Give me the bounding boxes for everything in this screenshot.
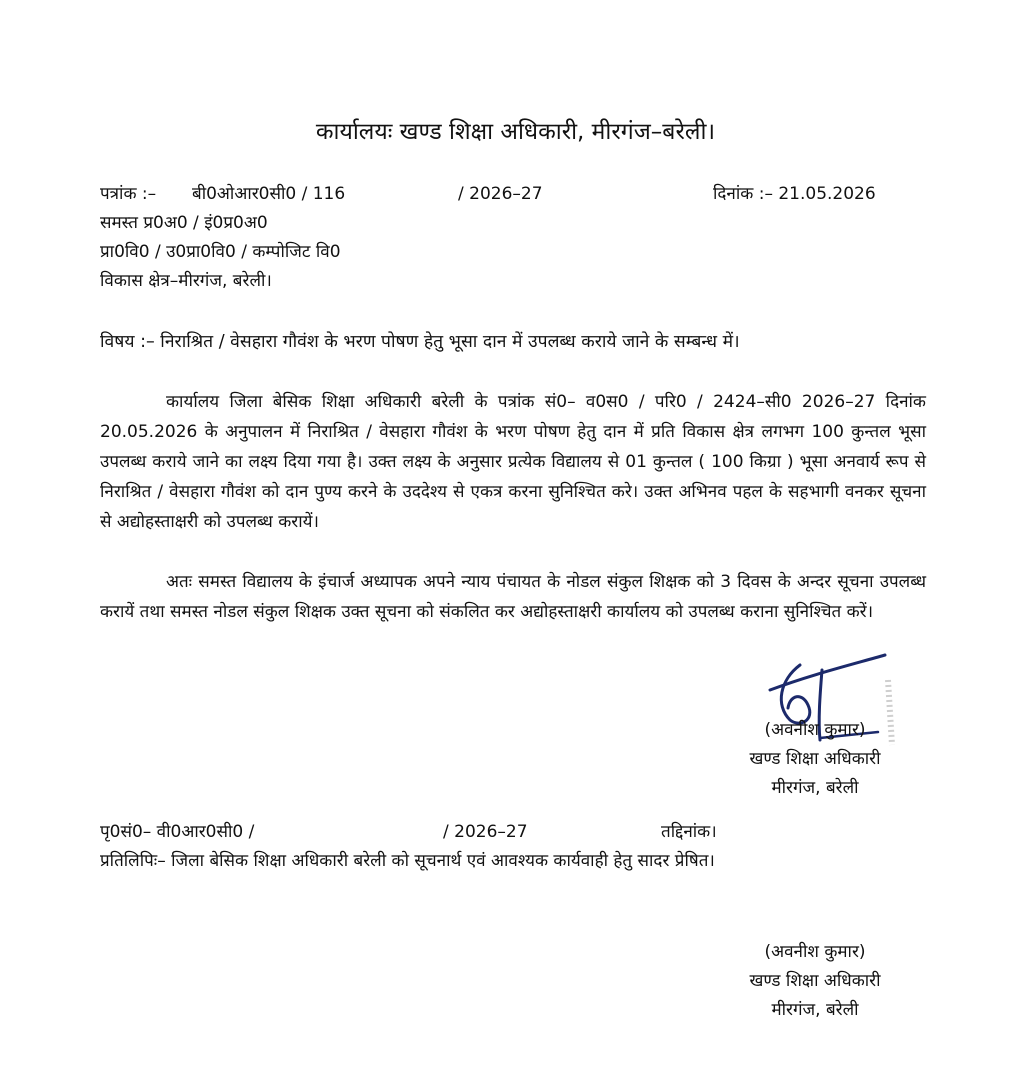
- copy-date: तद्दिनांक।: [661, 822, 717, 842]
- signatory-block-2: [705, 938, 925, 1025]
- letter-date: दिनांक :– 21.05.2026: [713, 184, 876, 204]
- signatory-2-place: मीरगंज, बरेली: [771, 1000, 859, 1020]
- copy-number: पृ0सं0– वी0आर0सी0 /: [100, 822, 255, 842]
- office-title: कार्यालयः खण्ड शिक्षा अधिकारी, मीरगंज–बरेली।: [315, 119, 716, 145]
- signatory-place: मीरगंज, बरेली: [771, 778, 859, 798]
- signatory-block: [705, 716, 925, 803]
- body-paragraph-1: कार्यालय जिला बेसिक शिक्षा अधिकारी बरेली के पत्रांक सं0– व0स0 / परि0 / 2424–सी0 2026–27 दिनांक 20.05.2026 के अनुपालन में निराश्रित / वेसहारा गौवंश के भरण पोषण हेतु दान में प्रति विकास क्षेत्र लगभग 100 कुन्तल भूसा उपलब्ध कराये जाने का लक्ष्य दिया गया है। उक्त लक्ष्य के अनुसार प्रत्येक विद्यालय से 01 कुन्तल ( 100 किग्रा ) भूसा अनवार्य रूप से निराश्रित / वेसहारा गौवंश को दान पुण्य करने के उददेश्य से एकत्र करना सुनिश्चित करे। उक्त अभिनव पहल के सहभागी वनकर सूचना से अद्योहस्ताक्षरी को उपलब्ध करायें।: [100, 392, 926, 532]
- recipient-line-1: समस्त प्र0अ0 / इं0प्र0अ0: [100, 213, 268, 233]
- signatory-2-designation: खण्ड शिक्षा अधिकारी: [749, 971, 881, 991]
- subject-line: विषय :– निराश्रित / वेसहारा गौवंश के भरण पोषण हेतु भूसा दान में उपलब्ध कराये जाने के सम्बन्ध में।: [100, 332, 740, 352]
- recipient-line-2: प्रा0वि0 / उ0प्रा0वि0 / कम्पोजिट वि0: [100, 242, 341, 262]
- copy-to-line: प्रतिलिपिः– जिला बेसिक शिक्षा अधिकारी बरेली को सूचनार्थ एवं आवश्यक कार्यवाही हेतु सादर प्रेषित।: [100, 851, 715, 871]
- letter-session: / 2026–27: [458, 184, 543, 204]
- signatory-designation: खण्ड शिक्षा अधिकारी: [749, 749, 881, 769]
- letter-number-label: पत्रांक :–: [100, 184, 157, 204]
- recipient-line-3: विकास क्षेत्र–मीरगंज, बरेली।: [100, 271, 272, 291]
- body-paragraph-2: अतः समस्त विद्यालय के इंचार्ज अध्यापक अपने न्याय पंचायत के नोडल संकुल शिक्षक को 3 दिवस के अन्दर सूचना उपलब्ध करायें तथा समस्त नोडल संकुल शिक्षक उक्त सूचना को संकलित कर अद्योहस्ताक्षरी कार्यालय को उपलब्ध कराना सुनिश्चित करें।: [100, 572, 926, 622]
- signatory-name: (अवनीश कुमार): [764, 720, 866, 740]
- copy-session: / 2026–27: [443, 822, 528, 842]
- signatory-2-name: (अवनीश कुमार): [764, 942, 866, 962]
- letter-number-value: बी0ओआर0सी0 / 116: [192, 184, 346, 204]
